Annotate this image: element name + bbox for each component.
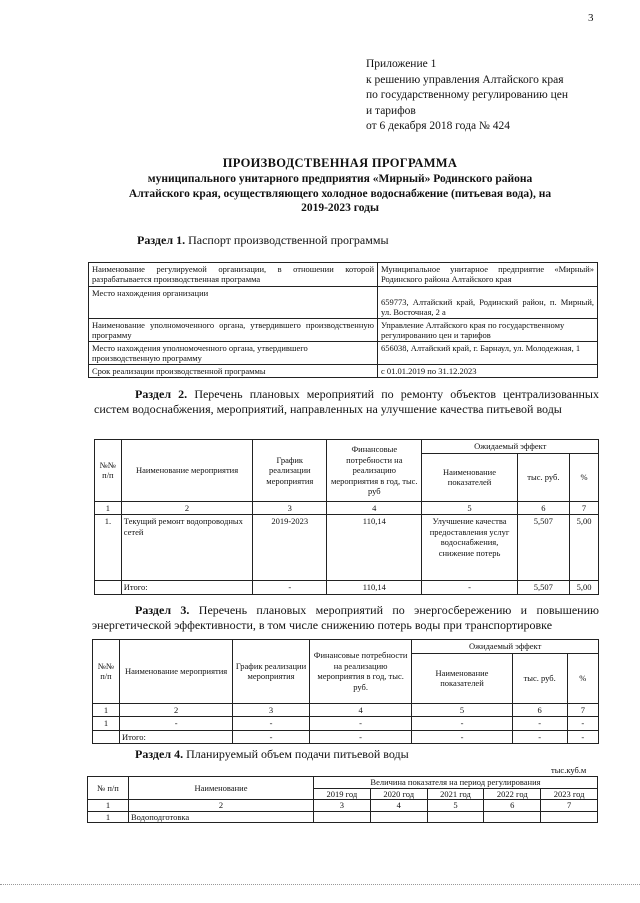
empty-cell xyxy=(541,811,598,823)
header-num: №№ п/п xyxy=(93,640,120,704)
header-effect: Ожидаемый эффект xyxy=(412,640,599,654)
section1-title: Паспорт производственной программы xyxy=(188,233,389,247)
section3-label: Раздел 3. xyxy=(135,603,190,617)
empty-cell xyxy=(370,811,427,823)
table-row xyxy=(88,800,598,812)
row-num: 1 xyxy=(93,717,120,731)
total-schedule: - xyxy=(233,730,310,744)
total-finance: - xyxy=(309,730,411,744)
header-schedule: График реализации мероприятия xyxy=(233,640,310,704)
total-percent: 5,00 xyxy=(570,581,599,595)
header-percent: % xyxy=(570,453,599,501)
row-name: Текущий ремонт водопроводных сетей xyxy=(121,515,253,581)
passport-value: 656038, Алтайский край, г. Барнаул, ул. Молодежная, 1 xyxy=(378,342,598,365)
header-percent: % xyxy=(567,653,598,703)
section3-heading xyxy=(92,603,599,633)
header-year: 2023 год xyxy=(541,788,598,800)
passport-value: Управление Алтайского края по государственному регулированию цен и тарифов xyxy=(378,319,598,342)
appendix-line: Приложение 1 xyxy=(366,58,437,70)
header-effect: Ожидаемый эффект xyxy=(422,440,599,454)
page-number: 3 xyxy=(588,12,594,24)
total-finance: 110,14 xyxy=(327,581,422,595)
subtitle-line: Алтайского края, осуществляющего холодное водоснабжение (питьевая вода), на xyxy=(128,187,552,200)
header-indicator: Наименование показателей xyxy=(412,653,512,703)
section4-table xyxy=(87,776,598,823)
section1-heading xyxy=(137,233,389,248)
passport-key: Наименование уполномоченного органа, утвердившего производственную программу xyxy=(89,319,378,342)
subtitle-line: муниципального унитарного предприятия «Мирный» Родинского района xyxy=(147,173,533,185)
col-number: 4 xyxy=(309,703,411,717)
section2-table xyxy=(94,439,599,595)
header-year: 2019 год xyxy=(314,788,371,800)
unit-label: тыс.куб.м xyxy=(551,765,587,775)
header-name: Наименование мероприятия xyxy=(119,640,232,704)
empty-cell xyxy=(93,730,120,744)
header-num: № п/п xyxy=(88,777,129,800)
section1-label: Раздел 1. xyxy=(137,233,186,247)
header-period: Величина показателя на период регулирования xyxy=(314,777,598,789)
table-row xyxy=(89,263,598,287)
header-finance: Финансовые потребности на реализацию мероприятия в год, тыс. руб. xyxy=(309,640,411,704)
empty-cell xyxy=(95,581,122,595)
col-number: 5 xyxy=(427,800,484,812)
header-year: 2022 год xyxy=(484,788,541,800)
col-number: 7 xyxy=(570,501,599,515)
table-row xyxy=(89,365,598,378)
table-row xyxy=(95,581,599,595)
header-thousand: тыс. руб. xyxy=(517,453,569,501)
table-row xyxy=(89,287,598,319)
passport-value: Муниципальное унитарное предприятие «Мирный» Родинского района Алтайского края xyxy=(378,263,598,287)
passport-key: Место нахождения организации xyxy=(89,287,378,319)
col-number: 6 xyxy=(512,703,567,717)
col-number: 2 xyxy=(121,501,253,515)
row-thousand: - xyxy=(512,717,567,731)
row-percent: 5,00 xyxy=(570,515,599,581)
table-row xyxy=(95,501,599,515)
header-thousand: тыс. руб. xyxy=(512,653,567,703)
section3-title: Перечень плановых мероприятий по энергосбережению и повышению энергетической эффективности, в том числе снижению потерь воды при транспортировке xyxy=(92,603,599,632)
table-row xyxy=(93,717,599,731)
row-finance: - xyxy=(309,717,411,731)
total-label: Итого: xyxy=(119,730,232,744)
header-finance: Финансовые потребности на реализацию мероприятия в год, тыс. руб xyxy=(327,440,422,502)
row-indicator: - xyxy=(412,717,512,731)
row-thousand: 5,507 xyxy=(517,515,569,581)
table-row xyxy=(93,703,599,717)
col-number: 3 xyxy=(233,703,310,717)
header-name: Наименование мероприятия xyxy=(121,440,253,502)
passport-key: Срок реализации производственной программы xyxy=(89,365,378,378)
page-bottom-edge xyxy=(0,884,640,885)
table-row xyxy=(93,730,599,744)
section2-heading xyxy=(94,387,599,417)
total-indicator: - xyxy=(412,730,512,744)
empty-cell xyxy=(427,811,484,823)
row-name: Водоподготовка xyxy=(129,811,314,823)
col-number: 3 xyxy=(314,800,371,812)
header-num: №№ п/п xyxy=(95,440,122,502)
table-row xyxy=(93,640,599,654)
subtitle-line: 2019-2023 годы xyxy=(301,202,379,214)
row-name: - xyxy=(119,717,232,731)
row-indicator: Улучшение качества предоставления услуг водоснабжения, снижение потерь xyxy=(422,515,517,581)
row-num: 1. xyxy=(95,515,122,581)
passport-key: Место нахождения уполномоченного органа, утвердившего производственную программу xyxy=(89,342,378,365)
col-number: 4 xyxy=(327,501,422,515)
table-row xyxy=(89,319,598,342)
document-title: ПРОИЗВОДСТВЕННАЯ ПРОГРАММА xyxy=(222,156,458,170)
col-number: 1 xyxy=(95,501,122,515)
table-row xyxy=(88,777,598,789)
header-name: Наименование xyxy=(129,777,314,800)
section2-title: Перечень плановых мероприятий по ремонту объектов централизованных систем водоснабжения, мероприятий, направленных на улучшение качества питьевой воды xyxy=(94,387,599,416)
appendix-line: к решению управления Алтайского края xyxy=(366,73,564,86)
col-number: 1 xyxy=(93,703,120,717)
section3-table xyxy=(92,639,599,744)
col-number: 3 xyxy=(253,501,327,515)
col-number: 4 xyxy=(370,800,427,812)
table-row xyxy=(88,811,598,823)
header-year: 2021 год xyxy=(427,788,484,800)
passport-key: Наименование регулируемой организации, в отношении которой разрабатывается производственная программа xyxy=(89,263,378,287)
empty-cell xyxy=(314,811,371,823)
table-row xyxy=(89,342,598,365)
row-schedule: - xyxy=(233,717,310,731)
appendix-line: от 6 декабря 2018 года № 424 xyxy=(366,120,511,132)
section2-label: Раздел 2. xyxy=(135,387,188,401)
col-number: 7 xyxy=(567,703,598,717)
header-schedule: График реализации мероприятия xyxy=(253,440,327,502)
table-row xyxy=(95,440,599,454)
table-row xyxy=(95,515,599,581)
empty-cell xyxy=(484,811,541,823)
total-indicator: - xyxy=(422,581,517,595)
col-number: 6 xyxy=(517,501,569,515)
header-year: 2020 год xyxy=(370,788,427,800)
col-number: 7 xyxy=(541,800,598,812)
total-schedule: - xyxy=(253,581,327,595)
document-subtitle xyxy=(60,172,620,216)
total-thousand: 5,507 xyxy=(517,581,569,595)
col-number: 5 xyxy=(412,703,512,717)
header-indicator: Наименование показателей xyxy=(422,453,517,501)
section4-title: Планируемый объем подачи питьевой воды xyxy=(186,747,409,761)
passport-table xyxy=(88,262,598,378)
appendix-line: по государственному регулированию цен xyxy=(366,89,569,101)
col-number: 2 xyxy=(119,703,232,717)
passport-value: 659773, Алтайский край, Родинский район, п. Мирный, ул. Восточная, 2 а xyxy=(378,287,598,319)
total-label: Итого: xyxy=(121,581,253,595)
col-number: 6 xyxy=(484,800,541,812)
passport-value: с 01.01.2019 по 31.12.2023 xyxy=(378,365,598,378)
total-percent: - xyxy=(567,730,598,744)
appendix-line: и тарифов xyxy=(366,104,416,117)
row-schedule: 2019-2023 xyxy=(253,515,327,581)
total-thousand: - xyxy=(512,730,567,744)
row-num: 1 xyxy=(88,811,129,823)
section4-label: Раздел 4. xyxy=(135,747,184,761)
row-percent: - xyxy=(567,717,598,731)
row-finance: 110,14 xyxy=(327,515,422,581)
col-number: 5 xyxy=(422,501,517,515)
section4-heading xyxy=(135,747,409,762)
appendix-block xyxy=(366,57,568,135)
col-number: 1 xyxy=(88,800,129,812)
col-number: 2 xyxy=(129,800,314,812)
